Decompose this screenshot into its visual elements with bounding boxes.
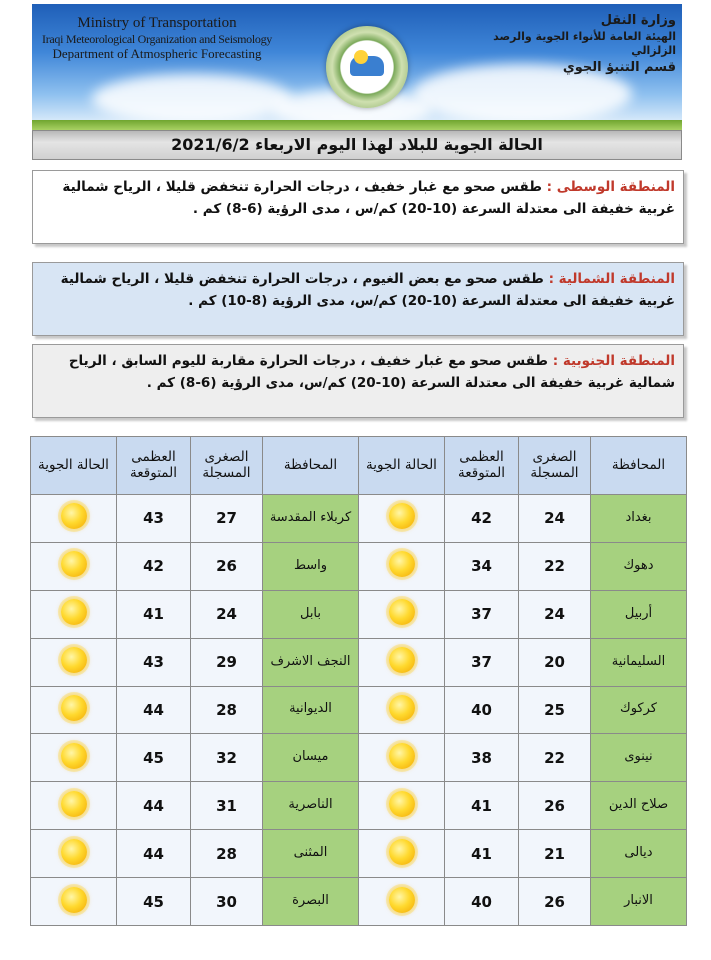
grass-strip <box>32 120 682 130</box>
arabic-org-name <box>446 12 676 77</box>
header-min-temp: الصغرى المسجلة <box>191 437 263 495</box>
weather-cell <box>359 638 445 686</box>
max-temp-cell: 45 <box>117 734 191 782</box>
max-temp-cell: 43 <box>117 638 191 686</box>
table-row <box>31 638 687 686</box>
sun-icon <box>389 647 415 673</box>
province-cell: كربلاء المقدسة <box>263 495 359 543</box>
min-temp-cell: 31 <box>191 782 263 830</box>
header-province: المحافظة <box>263 437 359 495</box>
weather-cell <box>359 878 445 926</box>
page-title: الحالة الجوية للبلاد لهذا اليوم الاربعاء 2021/6/2 <box>171 135 543 154</box>
table-row <box>31 782 687 830</box>
max-temp-cell: 42 <box>445 495 519 543</box>
table-row <box>31 686 687 734</box>
min-temp-cell: 24 <box>191 590 263 638</box>
min-temp-cell: 26 <box>191 542 263 590</box>
sun-icon <box>61 887 87 913</box>
organization-name-arabic: الهيئة العامة للأنواء الجوية والرصد الزلزالي <box>493 29 676 58</box>
sun-icon <box>61 599 87 625</box>
table-body <box>31 495 687 926</box>
min-temp-cell: 25 <box>519 686 591 734</box>
min-temp-cell: 28 <box>191 830 263 878</box>
max-temp-cell: 40 <box>445 878 519 926</box>
forecast-table <box>30 436 687 926</box>
region-forecast-text: طقس صحو مع غبار خفيف ، درجات الحرارة تنخفض قليلا ، الرياح شمالية غربية خفيفة الى معتدلة السرعة (10-20) كم/س ، مدى الرؤية (6-8) كم . <box>62 179 675 217</box>
province-cell: المثنى <box>263 830 359 878</box>
min-temp-cell: 26 <box>519 878 591 926</box>
province-cell: النجف الاشرف <box>263 638 359 686</box>
weather-cell <box>31 734 117 782</box>
page-title-bar <box>32 130 682 160</box>
header-weather: الحالة الجوية <box>359 437 445 495</box>
province-cell: الناصرية <box>263 782 359 830</box>
max-temp-cell: 44 <box>117 686 191 734</box>
weather-cell <box>359 686 445 734</box>
sun-icon <box>61 695 87 721</box>
sun-icon <box>389 695 415 721</box>
province-cell: صلاح الدين <box>591 782 687 830</box>
min-temp-cell: 24 <box>519 590 591 638</box>
sun-icon <box>61 647 87 673</box>
ministry-name: Ministry of Transportation <box>77 15 237 31</box>
weather-cell <box>359 542 445 590</box>
max-temp-cell: 41 <box>445 830 519 878</box>
table-row <box>31 878 687 926</box>
weather-cell <box>31 686 117 734</box>
sun-icon <box>61 743 87 769</box>
header-max-temp: العظمى المتوقعة <box>445 437 519 495</box>
sun-icon <box>389 599 415 625</box>
region-northern <box>32 262 684 336</box>
weather-cell <box>31 590 117 638</box>
max-temp-cell: 44 <box>117 782 191 830</box>
english-org-name <box>32 14 282 62</box>
sun-icon <box>61 551 87 577</box>
weather-cell <box>31 542 117 590</box>
region-name: المنطقة الجنوبية : <box>552 353 675 369</box>
weather-cell <box>31 638 117 686</box>
weather-cell <box>359 782 445 830</box>
table-header-row <box>31 437 687 495</box>
header-max-temp: العظمى المتوقعة <box>117 437 191 495</box>
sun-icon <box>61 791 87 817</box>
min-temp-cell: 30 <box>191 878 263 926</box>
region-name: المنطقة الوسطى : <box>546 179 675 195</box>
min-temp-cell: 28 <box>191 686 263 734</box>
weather-cell <box>359 734 445 782</box>
department-name: Department of Atmospheric Forecasting <box>52 46 262 62</box>
max-temp-cell: 37 <box>445 590 519 638</box>
max-temp-cell: 41 <box>445 782 519 830</box>
min-temp-cell: 27 <box>191 495 263 543</box>
sun-icon <box>389 503 415 529</box>
province-cell: دهوك <box>591 542 687 590</box>
province-cell: الديوانية <box>263 686 359 734</box>
province-cell: البصرة <box>263 878 359 926</box>
ministry-name-arabic: وزارة النقل <box>600 13 676 28</box>
weather-cell <box>31 878 117 926</box>
header-province: المحافظة <box>591 437 687 495</box>
weather-cell <box>359 495 445 543</box>
header-weather: الحالة الجوية <box>31 437 117 495</box>
province-cell: كركوك <box>591 686 687 734</box>
province-cell: بابل <box>263 590 359 638</box>
max-temp-cell: 38 <box>445 734 519 782</box>
region-forecast-text: طقس صحو مع بعض الغيوم ، درجات الحرارة تنخفض قليلا ، الرياح شمالية غربية خفيفة الى معتدلة السرعة (10-20) كم/س، مدى الرؤية (8-10) كم . <box>60 271 675 309</box>
header-min-temp: الصغرى المسجلة <box>519 437 591 495</box>
min-temp-cell: 21 <box>519 830 591 878</box>
weather-cell <box>31 830 117 878</box>
sun-icon <box>61 839 87 865</box>
weather-cell <box>359 590 445 638</box>
table-row <box>31 830 687 878</box>
sun-icon <box>389 887 415 913</box>
sun-icon <box>389 791 415 817</box>
province-cell: ديالى <box>591 830 687 878</box>
max-temp-cell: 37 <box>445 638 519 686</box>
province-cell: أربيل <box>591 590 687 638</box>
sun-icon <box>61 503 87 529</box>
weather-cell <box>359 830 445 878</box>
min-temp-cell: 20 <box>519 638 591 686</box>
province-cell: نينوى <box>591 734 687 782</box>
province-cell: واسط <box>263 542 359 590</box>
max-temp-cell: 34 <box>445 542 519 590</box>
sun-icon <box>389 839 415 865</box>
sun-icon <box>389 743 415 769</box>
min-temp-cell: 29 <box>191 638 263 686</box>
region-southern <box>32 344 684 418</box>
organization-name: Iraqi Meteorological Organization and Seismology <box>42 32 272 46</box>
max-temp-cell: 41 <box>117 590 191 638</box>
cloud-sun-icon <box>350 56 384 76</box>
region-name: المنطقة الشمالية : <box>548 271 675 287</box>
table-row <box>31 734 687 782</box>
max-temp-cell: 45 <box>117 878 191 926</box>
province-cell: ميسان <box>263 734 359 782</box>
min-temp-cell: 22 <box>519 542 591 590</box>
table-row <box>31 590 687 638</box>
region-forecast-text: طقس صحو مع غبار خفيف ، درجات الحرارة مقاربة لليوم السابق ، الرياح شمالية غربية خفيفة الى معتدلة السرعة (10-20) كم/س، مدى الرؤية (6-8) كم . <box>68 353 675 391</box>
min-temp-cell: 32 <box>191 734 263 782</box>
max-temp-cell: 44 <box>117 830 191 878</box>
cloud-decoration <box>92 74 292 124</box>
min-temp-cell: 22 <box>519 734 591 782</box>
department-name-arabic: قسم التنبؤ الجوي <box>562 60 676 76</box>
max-temp-cell: 40 <box>445 686 519 734</box>
weather-cell <box>31 495 117 543</box>
table-row <box>31 542 687 590</box>
province-cell: السليمانية <box>591 638 687 686</box>
header-banner <box>32 4 682 124</box>
region-central <box>32 170 684 244</box>
min-temp-cell: 24 <box>519 495 591 543</box>
min-temp-cell: 26 <box>519 782 591 830</box>
table-row <box>31 495 687 543</box>
province-cell: الانبار <box>591 878 687 926</box>
weather-cell <box>31 782 117 830</box>
province-cell: بغداد <box>591 495 687 543</box>
organization-logo <box>326 26 408 108</box>
max-temp-cell: 42 <box>117 542 191 590</box>
sun-icon <box>389 551 415 577</box>
max-temp-cell: 43 <box>117 495 191 543</box>
